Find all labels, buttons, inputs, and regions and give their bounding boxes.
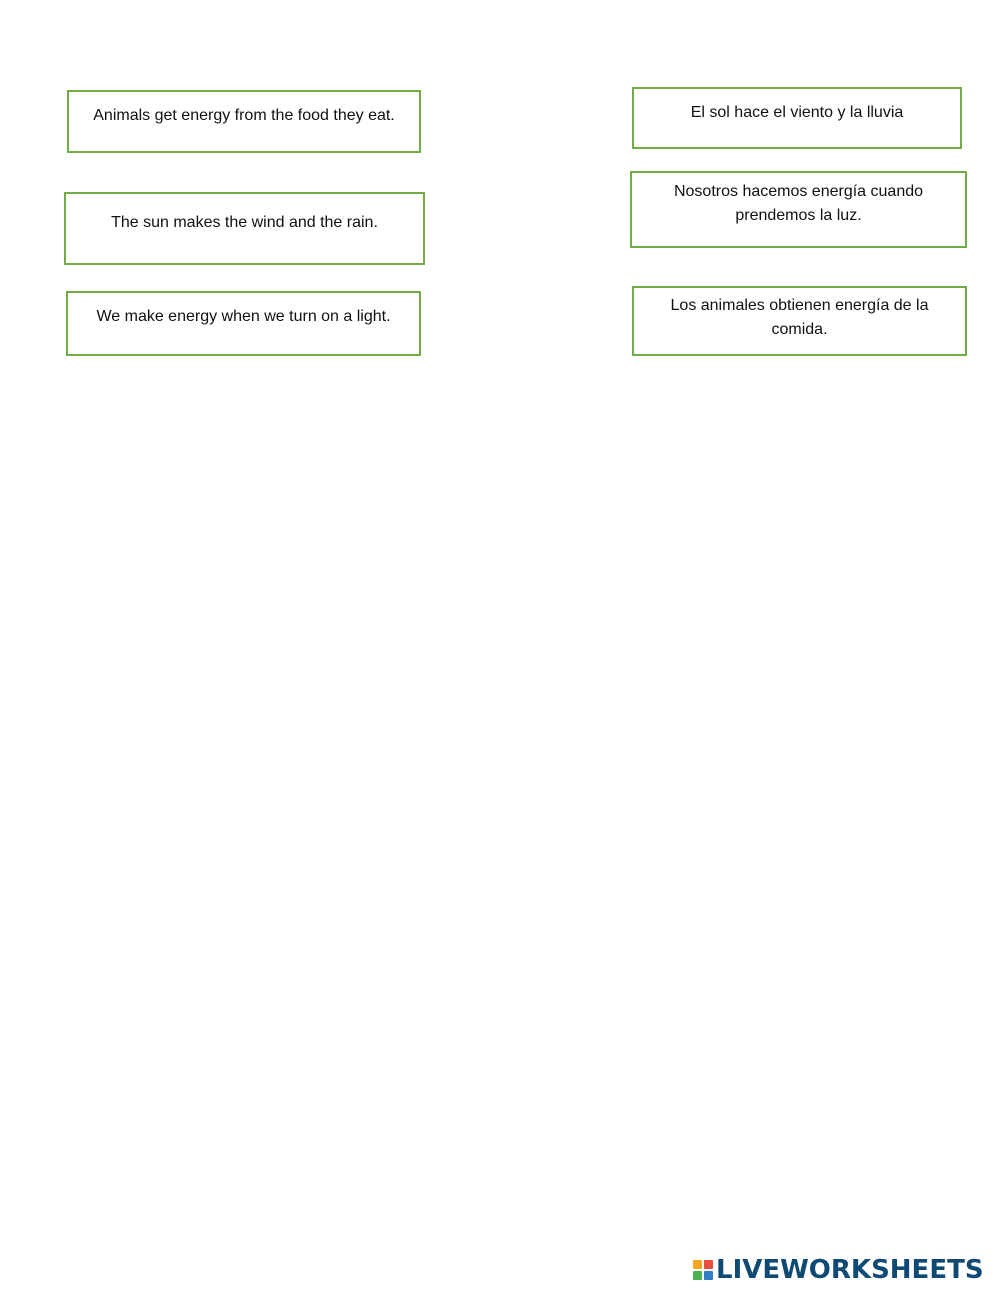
- logo-square: [704, 1260, 713, 1269]
- liveworksheets-logo: [693, 1255, 984, 1285]
- logo-mark-icon: [693, 1260, 713, 1280]
- logo-square: [693, 1260, 702, 1269]
- spanish-card[interactable]: [632, 286, 967, 356]
- card-text: Animals get energy from the food they eat.: [93, 107, 395, 124]
- logo-text: LIVEWORKSHEETS: [716, 1255, 984, 1285]
- card-text: The sun makes the wind and the rain.: [111, 214, 378, 231]
- logo-square: [693, 1271, 702, 1280]
- card-text: Nosotros hacemos energía cuando prendemos la luz.: [673, 183, 924, 224]
- english-card[interactable]: [64, 192, 425, 265]
- card-text: Los animales obtienen energía de la comida.: [670, 297, 929, 338]
- logo-square: [704, 1271, 713, 1280]
- card-text: El sol hace el viento y la lluvia: [690, 104, 904, 121]
- english-card[interactable]: [67, 90, 421, 153]
- card-text: We make energy when we turn on a light.: [96, 308, 391, 325]
- spanish-card[interactable]: [632, 87, 962, 149]
- spanish-card[interactable]: [630, 171, 967, 248]
- english-card[interactable]: [66, 291, 421, 356]
